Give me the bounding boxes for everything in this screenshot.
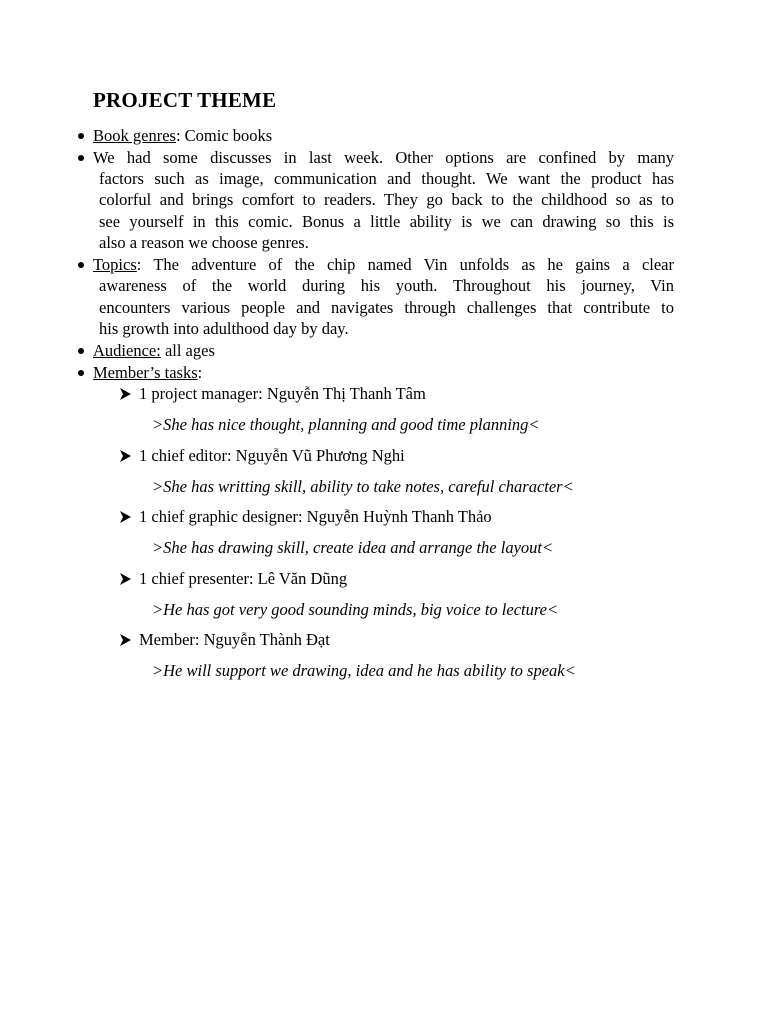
bullet-dot-icon bbox=[78, 133, 84, 139]
bullet-list bbox=[93, 125, 674, 384]
task-role: 1 chief graphic designer: Nguyễn Huỳnh Thanh Thảo bbox=[139, 507, 492, 527]
task-role: 1 chief presenter: Lê Văn Dũng bbox=[139, 568, 348, 588]
task-note: >She has writting skill, ability to take notes, careful character< bbox=[152, 476, 574, 496]
bullet-dot-icon bbox=[78, 155, 84, 161]
bullet-audience bbox=[93, 340, 674, 361]
arrow-bullet-icon bbox=[118, 572, 132, 586]
bullet-label: Member’s tasks bbox=[93, 362, 198, 382]
page-title: PROJECT THEME bbox=[93, 88, 277, 112]
arrow-bullet-icon bbox=[118, 510, 132, 524]
arrow-bullet-icon bbox=[118, 387, 132, 401]
arrow-bullet-icon bbox=[118, 633, 132, 647]
bullet-label: Audience: bbox=[93, 340, 161, 360]
paragraph-line: encounters various people and navigates through challenges that contribute to bbox=[99, 297, 674, 317]
paragraph-line: awareness of the world during his youth. Throughout his journey, Vin bbox=[99, 276, 674, 296]
task-role: Member: Nguyễn Thành Đạt bbox=[139, 630, 330, 650]
bullet-label: Topics bbox=[93, 254, 137, 274]
task-role: 1 chief editor: Nguyễn Vũ Phương Nghi bbox=[139, 445, 405, 465]
paragraph-line: his growth into adulthood day by day. bbox=[99, 318, 349, 338]
task-list bbox=[118, 383, 678, 691]
bullet-text: : The adventure of the chip named Vin unfolds as he gains a clear bbox=[136, 254, 674, 274]
task-item bbox=[118, 629, 678, 660]
paragraph-line: We had some discusses in last week. Other options are confined by many bbox=[93, 147, 674, 167]
task-note: >She has nice thought, planning and good time planning< bbox=[152, 415, 540, 434]
arrow-bullet-icon bbox=[118, 449, 132, 463]
paragraph-line: also a reason we choose genres. bbox=[99, 233, 309, 253]
task-item bbox=[118, 506, 678, 537]
paragraph-line: see yourself in this comic. Bonus a little ability is we can drawing so this is bbox=[99, 211, 674, 231]
task-note: >He has got very good sounding minds, big voice to lecture< bbox=[152, 599, 559, 619]
bullet-text: : bbox=[197, 362, 203, 382]
paragraph-line: factors such as image, communication and thought. We want the product has bbox=[99, 169, 674, 189]
task-note: >He will support we drawing, idea and he has ability to speak< bbox=[152, 661, 576, 681]
bullet-members-tasks bbox=[93, 362, 674, 383]
task-item bbox=[118, 568, 678, 599]
task-item bbox=[118, 445, 678, 476]
bullet-book-genres bbox=[93, 125, 674, 146]
task-note: >She has drawing skill, create idea and arrange the layout< bbox=[152, 538, 554, 558]
bullet-dot-icon bbox=[78, 348, 84, 354]
bullet-text: all ages bbox=[160, 340, 215, 360]
bullet-text: : Comic books bbox=[175, 126, 273, 145]
paragraph-line bbox=[93, 254, 674, 275]
bullet-dot-icon bbox=[78, 262, 84, 268]
bullet-dot-icon bbox=[78, 370, 84, 376]
paragraph-line: colorful and brings comfort to readers. They go back to the childhood so as to bbox=[99, 190, 674, 210]
bullet-discussion bbox=[93, 147, 674, 253]
bullet-topics bbox=[93, 254, 674, 339]
task-item bbox=[118, 383, 678, 414]
bullet-label: Book genres bbox=[93, 126, 176, 145]
task-role: 1 project manager: Nguyễn Thị Thanh Tâm bbox=[139, 384, 426, 403]
